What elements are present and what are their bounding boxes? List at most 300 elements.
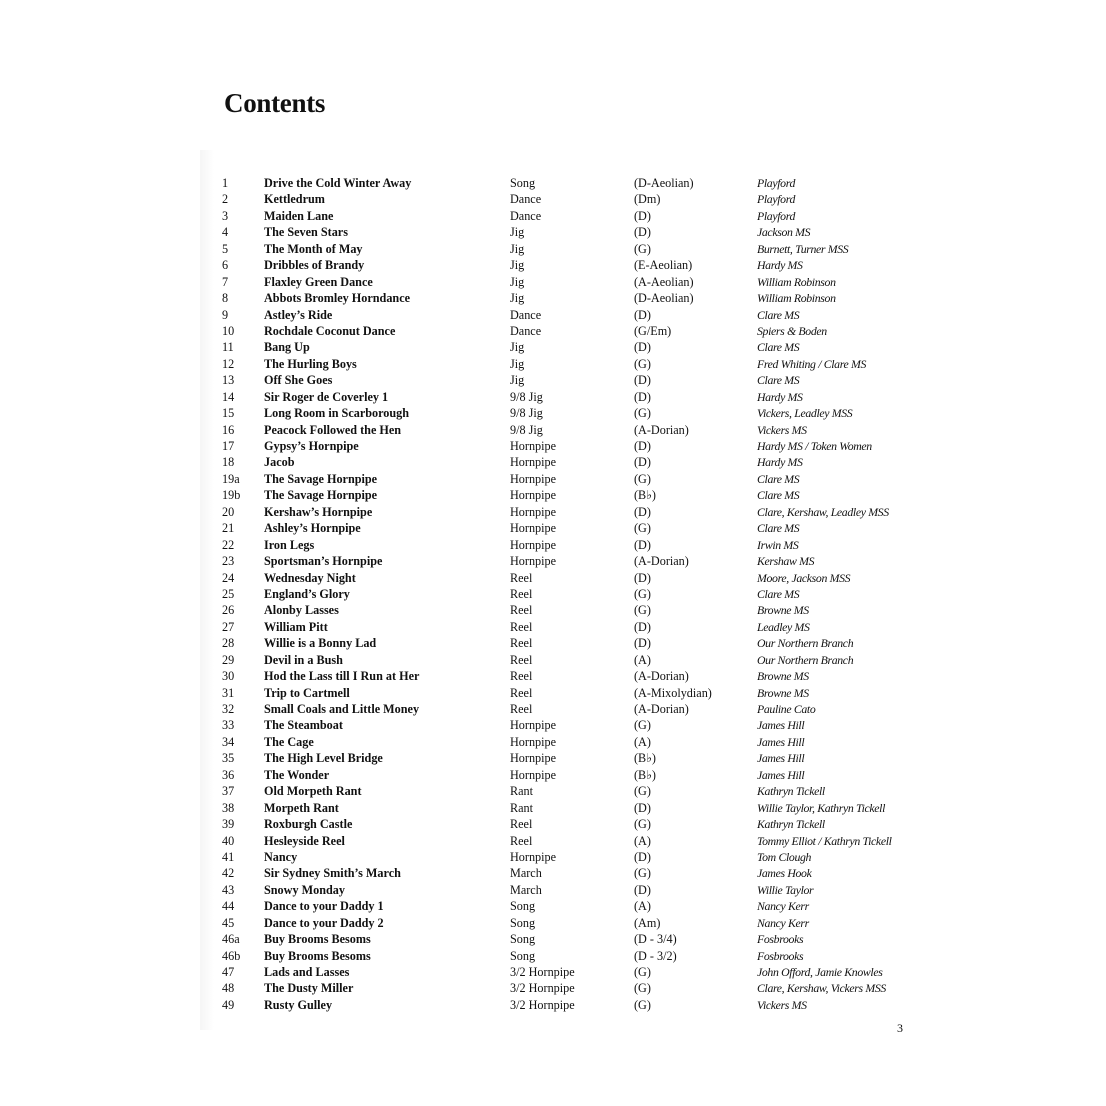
tune-type: 9/8 Jig bbox=[510, 389, 543, 404]
tune-title: Peacock Followed the Hen bbox=[264, 422, 402, 437]
tune-type: March bbox=[510, 866, 542, 881]
entry-number: 19b bbox=[222, 488, 241, 503]
tune-title: Willie is a Bonny Lad bbox=[264, 636, 377, 651]
tune-type: Jig bbox=[510, 225, 525, 240]
tune-type: Hornpipe bbox=[510, 767, 557, 782]
tune-key: (A) bbox=[634, 899, 651, 914]
tune-type: Rant bbox=[510, 784, 534, 799]
tune-type: Hornpipe bbox=[510, 537, 557, 552]
tune-source: James Hill bbox=[757, 767, 805, 782]
tune-title: Astley’s Ride bbox=[264, 307, 333, 322]
contents-row bbox=[0, 356, 1106, 372]
tune-source: Vickers MS bbox=[757, 422, 807, 437]
tune-type: Reel bbox=[510, 669, 533, 684]
tune-source: William Robinson bbox=[757, 291, 836, 306]
contents-row bbox=[0, 833, 1106, 849]
tune-source: Willie Taylor, Kathryn Tickell bbox=[757, 800, 886, 815]
tune-source: Burnett, Turner MSS bbox=[757, 241, 849, 256]
page-number: 3 bbox=[897, 1021, 903, 1035]
contents-row bbox=[0, 948, 1106, 964]
tune-key: (G) bbox=[634, 586, 651, 601]
tune-title: Morpeth Rant bbox=[264, 800, 339, 815]
tune-title: Bang Up bbox=[264, 340, 310, 355]
contents-row bbox=[0, 372, 1106, 388]
tune-key: (D) bbox=[634, 537, 651, 552]
tune-key: (Dm) bbox=[634, 192, 661, 207]
contents-row bbox=[0, 734, 1106, 750]
tune-key: (A-Dorian) bbox=[634, 669, 689, 684]
tune-key: (G) bbox=[634, 718, 651, 733]
contents-row bbox=[0, 471, 1106, 487]
contents-row bbox=[0, 849, 1106, 865]
tune-key: (A-Dorian) bbox=[634, 554, 689, 569]
tune-source: James Hill bbox=[757, 718, 805, 733]
tune-type: Hornpipe bbox=[510, 718, 557, 733]
tune-source: Clare MS bbox=[757, 521, 800, 536]
tune-source: Our Northern Branch bbox=[757, 636, 854, 651]
contents-row bbox=[0, 520, 1106, 536]
tune-key: (G) bbox=[634, 981, 651, 996]
tune-source: Fosbrooks bbox=[757, 948, 804, 963]
contents-row bbox=[0, 422, 1106, 438]
tune-type: Reel bbox=[510, 652, 533, 667]
entry-number: 13 bbox=[222, 373, 235, 388]
contents-row bbox=[0, 389, 1106, 405]
tune-type: Song bbox=[510, 948, 536, 963]
tune-title: Alonby Lasses bbox=[264, 603, 339, 618]
contents-row bbox=[0, 997, 1106, 1013]
entry-number: 34 bbox=[222, 734, 235, 749]
tune-key: (G) bbox=[634, 356, 651, 371]
tune-title: Long Room in Scarborough bbox=[264, 406, 410, 421]
tune-key: (G) bbox=[634, 817, 651, 832]
tune-type: 3/2 Hornpipe bbox=[510, 997, 575, 1012]
contents-row bbox=[0, 701, 1106, 717]
tune-key: (G) bbox=[634, 965, 651, 979]
tune-type: Reel bbox=[510, 603, 533, 618]
tune-title: Buy Brooms Besoms bbox=[264, 948, 371, 963]
tune-type: Jig bbox=[510, 373, 525, 388]
entry-number: 49 bbox=[222, 997, 235, 1012]
tune-title: The Savage Hornpipe bbox=[264, 471, 378, 486]
tune-type: Dance bbox=[510, 208, 542, 223]
entry-number: 28 bbox=[222, 636, 235, 651]
tune-source: Clare MS bbox=[757, 488, 800, 503]
tune-source: Our Northern Branch bbox=[757, 652, 854, 667]
tune-source: Clare, Kershaw, Vickers MSS bbox=[757, 981, 886, 996]
contents-row bbox=[0, 602, 1106, 618]
tune-source: Hardy MS / Token Women bbox=[757, 439, 872, 453]
tune-title: Gypsy’s Hornpipe bbox=[264, 439, 359, 453]
entry-number: 46b bbox=[222, 948, 241, 963]
tune-key: (G/Em) bbox=[634, 323, 672, 338]
tune-type: Hornpipe bbox=[510, 504, 557, 519]
entry-number: 10 bbox=[222, 323, 235, 338]
tune-key: (D) bbox=[634, 340, 651, 355]
contents-row bbox=[0, 307, 1106, 323]
contents-row bbox=[0, 339, 1106, 355]
contents-row bbox=[0, 882, 1106, 898]
tune-source: Willie Taylor bbox=[757, 882, 814, 897]
tune-key: (G) bbox=[634, 241, 651, 256]
tune-key: (B♭) bbox=[634, 767, 656, 782]
tune-title: Dribbles of Brandy bbox=[264, 258, 365, 273]
entry-number: 18 bbox=[222, 455, 235, 470]
tune-key: (D) bbox=[634, 570, 651, 585]
entry-number: 4 bbox=[222, 225, 229, 240]
tune-key: (G) bbox=[634, 521, 651, 536]
tune-source: Kathryn Tickell bbox=[757, 817, 825, 832]
tune-key: (D) bbox=[634, 225, 651, 240]
entry-number: 37 bbox=[222, 784, 235, 799]
tune-key: (A) bbox=[634, 734, 651, 749]
tune-type: Song bbox=[510, 899, 536, 914]
contents-row bbox=[0, 800, 1106, 816]
tune-key: (D) bbox=[634, 882, 651, 897]
tune-source: Playford bbox=[757, 176, 796, 190]
contents-row bbox=[0, 570, 1106, 586]
entry-number: 27 bbox=[222, 619, 235, 634]
tune-source: Clare MS bbox=[757, 586, 800, 601]
tune-title: Devil in a Bush bbox=[264, 652, 343, 667]
tune-source: Hardy MS bbox=[757, 258, 803, 273]
tune-key: (A-Aeolian) bbox=[634, 274, 694, 289]
tune-title: Ashley’s Hornpipe bbox=[264, 521, 361, 536]
contents-row bbox=[0, 964, 1106, 980]
contents-row bbox=[0, 717, 1106, 733]
tune-title: Hod the Lass till I Run at Her bbox=[264, 669, 420, 684]
contents-row bbox=[0, 750, 1106, 766]
tune-title: Flaxley Green Dance bbox=[264, 274, 373, 289]
entry-number: 33 bbox=[222, 718, 235, 733]
contents-row bbox=[0, 865, 1106, 881]
entry-number: 14 bbox=[222, 389, 235, 404]
tune-source: Clare, Kershaw, Leadley MSS bbox=[757, 504, 889, 519]
tune-source: Jackson MS bbox=[757, 225, 811, 240]
tune-key: (D) bbox=[634, 849, 651, 864]
contents-row bbox=[0, 241, 1106, 257]
entry-number: 41 bbox=[222, 849, 235, 864]
tune-title: The Steamboat bbox=[264, 718, 343, 733]
tune-source: Clare MS bbox=[757, 471, 800, 486]
tune-type: Hornpipe bbox=[510, 554, 557, 569]
contents-row bbox=[0, 980, 1106, 996]
entry-number: 23 bbox=[222, 554, 235, 569]
tune-key: (B♭) bbox=[634, 751, 656, 766]
tune-source: Hardy MS bbox=[757, 389, 803, 404]
contents-row bbox=[0, 175, 1106, 191]
tune-key: (Am) bbox=[634, 915, 661, 930]
tune-type: Hornpipe bbox=[510, 521, 557, 536]
entry-number: 22 bbox=[222, 537, 235, 552]
entry-number: 16 bbox=[222, 422, 235, 437]
tune-source: William Robinson bbox=[757, 274, 836, 289]
tune-source: Tommy Elliot / Kathryn Tickell bbox=[757, 833, 892, 848]
tune-key: (D) bbox=[634, 504, 651, 519]
contents-row bbox=[0, 487, 1106, 503]
entry-number: 9 bbox=[222, 307, 229, 322]
tune-title: Sportsman’s Hornpipe bbox=[264, 554, 383, 569]
tune-source: Nancy Kerr bbox=[757, 915, 809, 930]
tune-source: Browne MS bbox=[757, 669, 809, 684]
tune-type: Song bbox=[510, 915, 536, 930]
tune-source: Leadley MS bbox=[757, 619, 810, 634]
tune-key: (D-Aeolian) bbox=[634, 176, 694, 190]
tune-title: Hesleyside Reel bbox=[264, 833, 345, 848]
contents-row bbox=[0, 685, 1106, 701]
tune-type: Dance bbox=[510, 192, 542, 207]
tune-title: Old Morpeth Rant bbox=[264, 784, 362, 799]
tune-key: (A-Dorian) bbox=[634, 702, 689, 716]
entry-number: 11 bbox=[222, 340, 234, 355]
entry-number: 7 bbox=[222, 274, 229, 289]
contents-row bbox=[0, 767, 1106, 783]
entry-number: 40 bbox=[222, 833, 235, 848]
tune-key: (D) bbox=[634, 619, 651, 634]
contents-row bbox=[0, 635, 1106, 651]
tune-title: Lads and Lasses bbox=[264, 965, 350, 979]
entry-number: 30 bbox=[222, 669, 235, 684]
entry-number: 12 bbox=[222, 356, 235, 371]
tune-title: The Savage Hornpipe bbox=[264, 488, 378, 503]
tune-title: The High Level Bridge bbox=[264, 751, 383, 766]
tune-source: Kathryn Tickell bbox=[757, 784, 825, 799]
entry-number: 2 bbox=[222, 192, 229, 207]
tune-title: Kettledrum bbox=[264, 192, 325, 207]
tune-title: Jacob bbox=[264, 455, 295, 470]
tune-key: (D - 3/4) bbox=[634, 932, 677, 947]
tune-key: (D) bbox=[634, 389, 651, 404]
tune-source: Clare MS bbox=[757, 340, 800, 355]
tune-key: (D-Aeolian) bbox=[634, 291, 694, 306]
tune-title: Buy Brooms Besoms bbox=[264, 932, 371, 947]
contents-table bbox=[0, 175, 1106, 1013]
tune-key: (G) bbox=[634, 784, 651, 799]
tune-source: Pauline Cato bbox=[757, 702, 816, 716]
tune-title: The Cage bbox=[264, 734, 314, 749]
tune-title: Trip to Cartmell bbox=[264, 685, 350, 700]
tune-source: James Hill bbox=[757, 734, 805, 749]
entry-number: 24 bbox=[222, 570, 235, 585]
tune-type: Jig bbox=[510, 340, 525, 355]
entry-number: 31 bbox=[222, 685, 235, 700]
tune-type: Reel bbox=[510, 619, 533, 634]
entry-number: 47 bbox=[222, 965, 235, 979]
tune-source: Tom Clough bbox=[757, 849, 812, 864]
tune-title: William Pitt bbox=[264, 619, 328, 634]
tune-key: (D) bbox=[634, 307, 651, 322]
entry-number: 19a bbox=[222, 471, 240, 486]
tune-type: Jig bbox=[510, 241, 525, 256]
contents-row bbox=[0, 438, 1106, 454]
contents-row bbox=[0, 668, 1106, 684]
tune-title: The Dusty Miller bbox=[264, 981, 354, 996]
tune-key: (D) bbox=[634, 800, 651, 815]
contents-row bbox=[0, 586, 1106, 602]
contents-row bbox=[0, 652, 1106, 668]
tune-key: (B♭) bbox=[634, 488, 656, 503]
contents-row bbox=[0, 224, 1106, 240]
tune-type: 3/2 Hornpipe bbox=[510, 965, 575, 979]
entry-number: 25 bbox=[222, 586, 235, 601]
contents-row bbox=[0, 898, 1106, 914]
contents-row bbox=[0, 257, 1106, 273]
tune-title: Maiden Lane bbox=[264, 208, 334, 223]
tune-type: Dance bbox=[510, 323, 542, 338]
entry-number: 32 bbox=[222, 702, 235, 716]
entry-number: 17 bbox=[222, 439, 235, 453]
tune-source: Spiers & Boden bbox=[757, 323, 827, 338]
tune-key: (G) bbox=[634, 997, 651, 1012]
tune-source: Moore, Jackson MSS bbox=[757, 570, 851, 585]
tune-type: Reel bbox=[510, 636, 533, 651]
entry-number: 20 bbox=[222, 504, 235, 519]
tune-type: Hornpipe bbox=[510, 734, 557, 749]
entry-number: 1 bbox=[222, 176, 229, 190]
tune-type: 9/8 Jig bbox=[510, 406, 543, 421]
tune-type: Hornpipe bbox=[510, 751, 557, 766]
entry-number: 43 bbox=[222, 882, 235, 897]
entry-number: 36 bbox=[222, 767, 235, 782]
entry-number: 8 bbox=[222, 291, 229, 306]
tune-source: Playford bbox=[757, 208, 796, 223]
entry-number: 15 bbox=[222, 406, 235, 421]
tune-title: England’s Glory bbox=[264, 586, 350, 601]
tune-type: Song bbox=[510, 176, 536, 190]
tune-title: Dance to your Daddy 2 bbox=[264, 915, 384, 930]
tune-key: (A) bbox=[634, 652, 651, 667]
tune-source: Browne MS bbox=[757, 603, 809, 618]
tune-type: Hornpipe bbox=[510, 455, 557, 470]
tune-key: (G) bbox=[634, 866, 651, 881]
tune-type: Reel bbox=[510, 833, 533, 848]
contents-row bbox=[0, 619, 1106, 635]
tune-source: Playford bbox=[757, 192, 796, 207]
tune-source: James Hill bbox=[757, 751, 805, 766]
tune-title: Small Coals and Little Money bbox=[264, 702, 420, 716]
tune-title: Nancy bbox=[264, 849, 298, 864]
tune-type: Jig bbox=[510, 258, 525, 273]
tune-title: Sir Sydney Smith’s March bbox=[264, 866, 401, 881]
contents-row bbox=[0, 816, 1106, 832]
tune-key: (G) bbox=[634, 603, 651, 618]
entry-number: 48 bbox=[222, 981, 235, 996]
tune-key: (D) bbox=[634, 439, 651, 453]
tune-type: Reel bbox=[510, 702, 533, 716]
tune-title: Rochdale Coconut Dance bbox=[264, 323, 396, 338]
tune-type: 3/2 Hornpipe bbox=[510, 981, 575, 996]
entry-number: 3 bbox=[222, 208, 229, 223]
tune-type: Reel bbox=[510, 586, 533, 601]
tune-type: Dance bbox=[510, 307, 542, 322]
contents-row bbox=[0, 274, 1106, 290]
tune-source: Nancy Kerr bbox=[757, 899, 809, 914]
contents-row bbox=[0, 323, 1106, 339]
contents-row bbox=[0, 208, 1106, 224]
contents-row bbox=[0, 553, 1106, 569]
entry-number: 6 bbox=[222, 258, 229, 273]
tune-source: Clare MS bbox=[757, 307, 800, 322]
tune-type: 9/8 Jig bbox=[510, 422, 543, 437]
entry-number: 29 bbox=[222, 652, 235, 667]
tune-key: (D) bbox=[634, 373, 651, 388]
contents-row bbox=[0, 504, 1106, 520]
tune-source: Kershaw MS bbox=[757, 554, 815, 569]
tune-title: Drive the Cold Winter Away bbox=[264, 176, 412, 190]
tune-title: The Hurling Boys bbox=[264, 356, 357, 371]
tune-type: Jig bbox=[510, 356, 525, 371]
tune-source: Hardy MS bbox=[757, 455, 803, 470]
tune-type: Hornpipe bbox=[510, 471, 557, 486]
tune-source: John Offord, Jamie Knowles bbox=[757, 965, 883, 979]
tune-source: James Hook bbox=[757, 866, 812, 881]
tune-type: Reel bbox=[510, 685, 533, 700]
entry-number: 38 bbox=[222, 800, 235, 815]
tune-type: Jig bbox=[510, 274, 525, 289]
tune-title: Dance to your Daddy 1 bbox=[264, 899, 384, 914]
contents-row bbox=[0, 454, 1106, 470]
contents-row bbox=[0, 191, 1106, 207]
tune-source: Clare MS bbox=[757, 373, 800, 388]
contents-row bbox=[0, 537, 1106, 553]
tune-type: Jig bbox=[510, 291, 525, 306]
tune-key: (E-Aeolian) bbox=[634, 258, 693, 273]
entry-number: 42 bbox=[222, 866, 235, 881]
tune-type: Hornpipe bbox=[510, 849, 557, 864]
entry-number: 39 bbox=[222, 817, 235, 832]
tune-key: (D) bbox=[634, 636, 651, 651]
tune-type: Reel bbox=[510, 570, 533, 585]
tune-source: Fred Whiting / Clare MS bbox=[757, 356, 867, 371]
page-title: Contents bbox=[224, 88, 326, 118]
entry-number: 45 bbox=[222, 915, 235, 930]
tune-title: Wednesday Night bbox=[264, 570, 356, 585]
tune-key: (D) bbox=[634, 455, 651, 470]
tune-type: Reel bbox=[510, 817, 533, 832]
entry-number: 44 bbox=[222, 899, 235, 914]
tune-key: (G) bbox=[634, 471, 651, 486]
tune-type: Rant bbox=[510, 800, 534, 815]
tune-title: Snowy Monday bbox=[264, 882, 345, 897]
tune-title: The Month of May bbox=[264, 241, 363, 256]
tune-type: Song bbox=[510, 932, 536, 947]
contents-row bbox=[0, 783, 1106, 799]
tune-key: (G) bbox=[634, 406, 651, 421]
tune-title: Kershaw’s Hornpipe bbox=[264, 504, 373, 519]
tune-title: Off She Goes bbox=[264, 373, 333, 388]
tune-title: Iron Legs bbox=[264, 537, 315, 552]
tune-source: Vickers, Leadley MSS bbox=[757, 406, 853, 421]
contents-row bbox=[0, 290, 1106, 306]
contents-row bbox=[0, 915, 1106, 931]
entry-number: 26 bbox=[222, 603, 235, 618]
tune-key: (D) bbox=[634, 208, 651, 223]
tune-type: Hornpipe bbox=[510, 488, 557, 503]
tune-type: Hornpipe bbox=[510, 439, 557, 453]
tune-title: Roxburgh Castle bbox=[264, 817, 353, 832]
tune-key: (D - 3/2) bbox=[634, 948, 677, 963]
tune-title: Abbots Bromley Horndance bbox=[264, 291, 411, 306]
entry-number: 21 bbox=[222, 521, 235, 536]
entry-number: 5 bbox=[222, 241, 229, 256]
tune-title: Rusty Gulley bbox=[264, 997, 333, 1012]
tune-type: March bbox=[510, 882, 542, 897]
tune-key: (A) bbox=[634, 833, 651, 848]
tune-source: Browne MS bbox=[757, 685, 809, 700]
tune-title: The Wonder bbox=[264, 767, 330, 782]
tune-source: Fosbrooks bbox=[757, 932, 804, 947]
tune-key: (A-Mixolydian) bbox=[634, 685, 712, 700]
